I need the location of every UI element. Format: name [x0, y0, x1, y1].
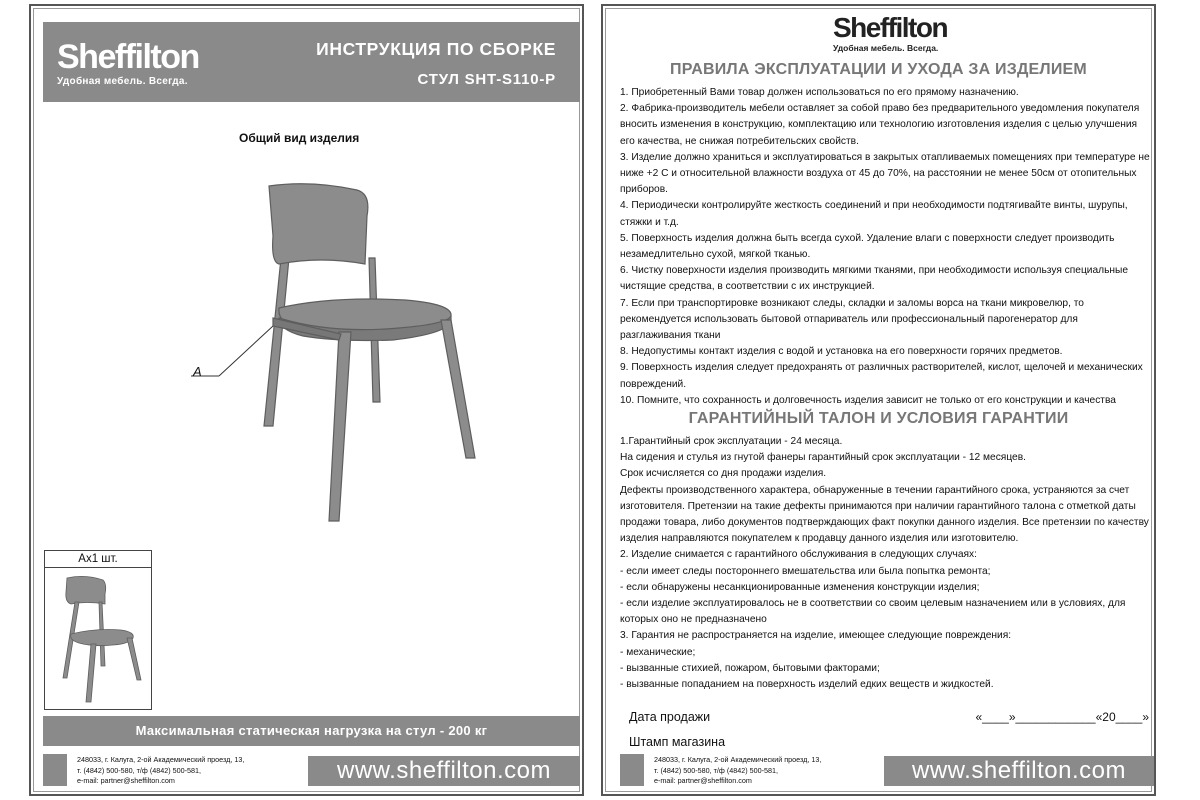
header-bar [43, 22, 580, 102]
max-load-bar: Максимальная статическая нагрузка на стул - 200 кг [43, 716, 580, 746]
brand-logo [833, 14, 947, 53]
part-label: Ax1 шт. [45, 551, 151, 568]
footer-square [43, 754, 67, 786]
rule-item: 4. Периодически контролируйте жесткость соединений и при необходимости подтягивайте винты, шурупы, стяжки и т.д. [620, 200, 1128, 228]
website-link[interactable]: www.sheffilton.com [884, 756, 1154, 786]
rules-warranty-page [601, 4, 1156, 796]
assembly-instruction-page [29, 4, 584, 796]
address-line: 248033, г. Калуга, 2-ой Академический проезд, 13, [77, 755, 245, 764]
footer [43, 754, 580, 786]
overview-label: Общий вид изделия [239, 131, 360, 145]
chair-drawing [161, 176, 481, 536]
address-line: e-mail: partner@sheffilton.com [654, 776, 752, 785]
brand-name: Sheffilton [57, 38, 199, 76]
product-model: СТУЛ SHT-S110-P [417, 71, 556, 88]
rule-item: 10. Помните, что сохранность и долговечность изделия зависит не только от его конструкции и качества [620, 394, 1116, 406]
stamp-label: Штамп магазина [629, 735, 726, 749]
rule-item: 2. Фабрика-производитель мебели оставляет за собой право без предварительного уведомления покупателя вносить изменения в конструкцию, комплектацию или технологию изготовления изделия с целью улучшения его качества, не снижая потребительских свойств. [620, 103, 1140, 147]
warranty-title: ГАРАНТИЙНЫЙ ТАЛОН И УСЛОВИЯ ГАРАНТИИ [688, 410, 1069, 427]
warranty-item: - вызванные стихией, пожаром, бытовыми факторами; [620, 662, 880, 674]
warranty-item: - вызванные попаданием на поверхность изделий едких веществ и жидкостей. [620, 679, 994, 691]
address-line: т. (4842) 500-580, т/ф (4842) 500-581, [77, 765, 201, 775]
rule-item: 6. Чистку поверхности изделия производить мягкими тканями, при необходимости используя специальные чистящие средства, в соответствии с их инструкцией. [620, 265, 1128, 293]
document-title: ИНСТРУКЦИЯ ПО СБОРКЕ [316, 39, 556, 59]
brand-tagline: Удобная мебель. Всегда. [57, 76, 188, 87]
warranty-item: На сидения и стулья из гнутой фанеры гарантийный срок эксплуатации - 12 месяцев. [620, 452, 1026, 464]
address-line: e-mail: partner@sheffilton.com [77, 776, 175, 785]
address-line: т. (4842) 500-580, т/ф (4842) 500-581, [654, 765, 778, 775]
brand-logo [57, 40, 199, 87]
address-line: 248033, г. Калуга, 2-ой Академический проезд, 13, [654, 755, 822, 764]
warranty-item: Дефекты производственного характера, обнаруженные в течении гарантийного срока, устраняются за счет изготовителя. Претензии на такие дефекты принимаются при наличии гарантийного талона с отметкой даты продажи товара, либо документов подтверждающих факт покупки данного изделия. Все претензии по качеству изделия направляются покупателем к продавцу данного изделия или изготовителю. [620, 484, 1149, 545]
rule-item: 7. Если при транспортировке возникают следы, складки и заломы ворса на ткани микровелюр, то рекомендуется использовать бытовой отпариватель или профессиональный парогенератор для разглаживания ткани [620, 297, 1084, 342]
rules-list [620, 85, 1150, 409]
sale-date-label: Дата продажи [629, 710, 711, 724]
warranty-item: - если обнаружены несанкционированные изменения конструкции изделия; [620, 581, 980, 593]
brand-name: Sheffilton [833, 12, 948, 43]
warranty-item: 3. Гарантия не распространяется на изделие, имеющее следующие повреждения: [620, 630, 1012, 642]
footer [620, 754, 1154, 786]
warranty-item: 1.Гарантийный срок эксплуатации - 24 месяца. [620, 436, 843, 447]
footer-square [620, 754, 644, 786]
sale-date-field[interactable]: «____»____________«20____» [975, 710, 1149, 724]
warranty-item: - если имеет следы постороннего вмешательства или была попытка ремонта; [620, 565, 991, 577]
warranty-item: - механические; [620, 646, 696, 658]
warranty-item: Срок исчисляется со дня продажи изделия. [620, 468, 827, 480]
sale-date-row [629, 710, 1149, 724]
rules-title: ПРАВИЛА ЭКСПЛУАТАЦИИ И УХОДА ЗА ИЗДЕЛИЕМ [670, 61, 1087, 78]
footer-address [77, 755, 277, 787]
rule-item: 3. Изделие должно храниться и эксплуатироваться в закрытых отапливаемых помещениях при температуре не ниже +2 С и относительной влажности воздуха от 45 до 70%, на расстоянии не менее 50см от отопительных приборов. [620, 151, 1150, 196]
rule-item: 1. Приобретенный Вами товар должен использоваться по его прямому назначению. [620, 87, 1019, 98]
website-link[interactable]: www.sheffilton.com [308, 756, 580, 786]
part-box [44, 550, 152, 710]
rule-item: 5. Поверхность изделия должна быть всегда сухой. Удаление влаги с поверхности следует производить незамедлительно сухой, мягкой тканью. [620, 232, 1115, 261]
brand-tagline: Удобная мебель. Всегда. [833, 43, 939, 53]
rule-item: 8. Недопустимы контакт изделия с водой и установка на его поверхности горячих предметов. [620, 346, 1063, 358]
warranty-item: - если изделие эксплуатировалось не в соответствии со своим целевым назначением или в условиях, для которых оно не предназначено [620, 598, 1126, 626]
chair-thumbnail [45, 568, 151, 708]
warranty-item: 2. Изделие снимается с гарантийного обслуживания в следующих случаях: [620, 549, 977, 561]
callout-label-a: A [193, 364, 202, 379]
rule-item: 9. Поверхность изделия следует предохранять от различных растворителей, кислот, щелочей и механических повреждений. [620, 362, 1143, 390]
footer-address [654, 755, 854, 787]
warranty-list [620, 434, 1150, 693]
